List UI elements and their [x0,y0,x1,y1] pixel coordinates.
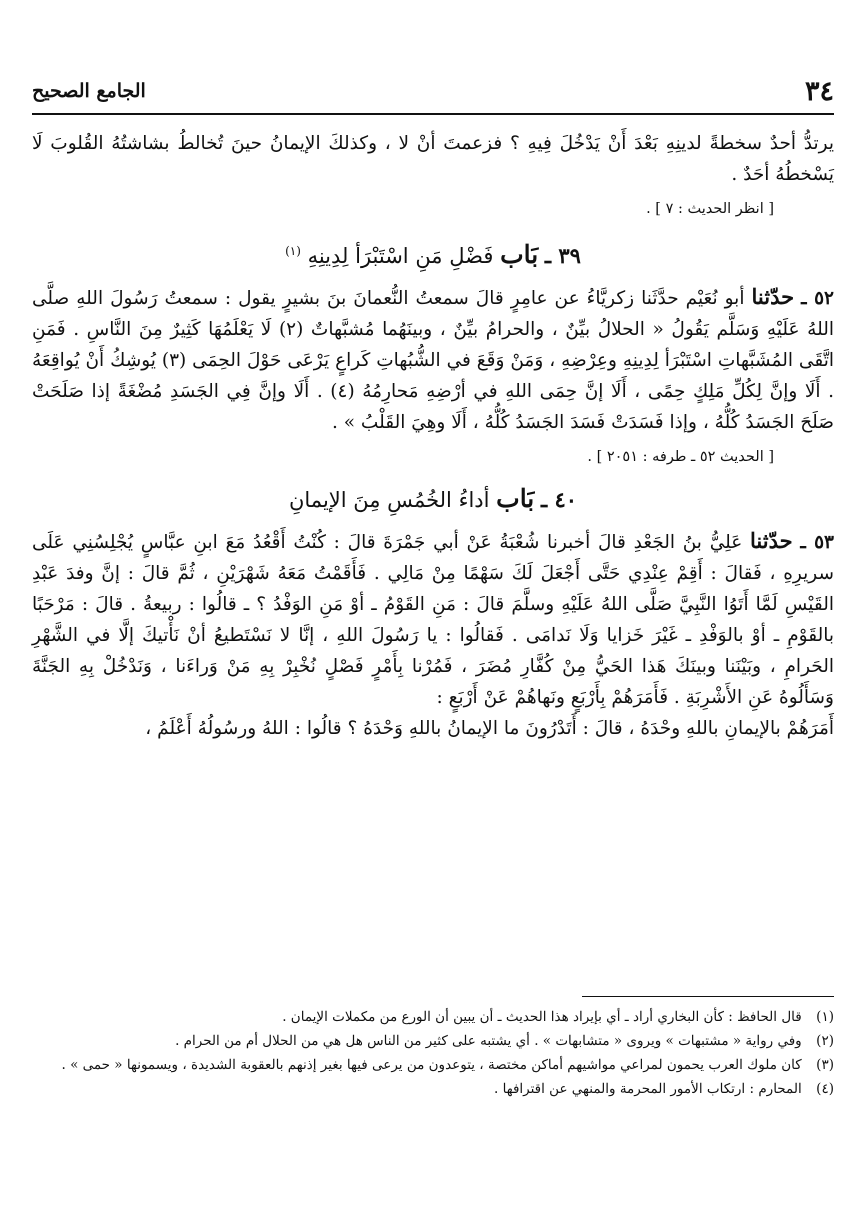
footnote-number: (٣) [816,1057,834,1073]
chapter-number: ٤٠ ـ [540,487,577,512]
footnote-number: (٤) [816,1081,834,1097]
footnote-item [32,1030,834,1052]
footnote-text: وفي رواية « مشتبهات » ويروى « متشابهات » . أي يشتبه على كثير من الناس هل هي من الحلال أم من الحرام . [175,1033,802,1049]
chapter-title: أداءُ الخُمُسِ مِنَ الإيمانِ [288,488,490,512]
footnote-item [32,1078,834,1100]
hadith-text: أبو نُعَيْم حدَّثَنا زكريَّاءُ عن عامِرٍ قالَ سمعتُ النُّعمانَ بنَ بشيرٍ يقول : سمعتُ رَسُولَ اللهِ صلَّى اللهُ عَلَيْهِ وَسَلَّم يَقُولُ « الحلالُ بيِّنٌ ، والحرامُ بيِّنٌ ، وبينَهُما مُشبَّهاتٌ (٢) لَا يَعْلَمُهَا كَثِيرٌ مِنَ النَّاسِ . فَمَنِ اتَّقَى المُشَبَّهاتِ اسْتَبْرَأ لِدِينِهِ وعِرْضِهِ ، وَمَنْ وَقَعَ في الشُّبُهاتِ كَراعٍ يَرْعَى حَوْلَ الحِمَى (٣) يُوشِكُ أَنْ يُواقِعَهُ . أَلَا وإنَّ لِكُلِّ مَلِكٍ حِمًى ، أَلَا إنَّ حِمَى اللهِ في أرْضِهِ مَحارِمُهُ (٤) . أَلَا وإنَّ فِي الجَسَدِ مُضْغَةً إذا صَلَحَتْ صَلَحَ الجَسَدُ كُلُّهُ ، وإذا فَسَدَتْ فَسَدَ الجَسَدُ كُلُّهُ ، أَلَا وهِيَ القَلْبُ » . [32,288,835,433]
hadith-53-continued: أَمَرَهُمْ بالإيمانِ باللهِ وحْدَهُ ، قالَ : أَتَدْرُونَ ما الإيمانُ باللهِ وَحْدَهُ ؟ قالُوا : اللهُ ورسُولُهُ أَعْلَمُ ، [145,718,834,739]
cross-reference: [ الحديث ٥٢ ـ طرفه : ٢٠٥١ ] . [587,449,774,465]
chapter-bab-label: بَاب [500,240,539,269]
footnote-item [32,1006,834,1028]
hadith-text: عَلِيُّ بنُ الجَعْدِ قالَ أخبرنا شُعْبَةُ عَنْ أبي جَمْرَةَ قالَ : كُنْتُ أَقْعُدُ مَعَ ابنِ عبَّاسٍ يُجْلِسُنِي عَلَى سريرِهِ ، فَقالَ : أَقِمْ عِنْدِي حَتَّى أَجْعَلَ لَكَ سَهْمًا مِنْ مَالِي . فَأَقَمْتُ مَعَهُ شَهْرَيْنِ ، ثُمَّ قالَ : إنَّ وفدَ عَبْدِ القَيْسِ لَمَّا أَتَوُا النَّبِيَّ صَلَّى اللهُ عَلَيْهِ وسلَّمَ قالَ : مَنِ القَوْمُ ـ أوْ مَنِ الوَفْدُ ؟ ـ قالُوا : ربيعةُ . قالَ : مَرْحَبًا بالقَوْمِ ـ أوْ بالوَفْدِ ـ غَيْرَ خَزايا وَلَا نَدامَى . فَقالُوا : يا رَسُولَ اللهِ ، إنَّا لا نَسْتَطيعُ أنْ نَأْتيكَ إلَّا في الشَّهْرِ الحَرامِ ، وبَيْنَنا وبينَكَ هَذا الحَيُّ مِنْ كُفَّارِ مُضَرَ ، فَمُرْنا بِأَمْرٍ فَصْلٍ نُخْبِرْ بِهِ مَنْ وَراءَنا ، وَنَدْخُلْ بِهِ الجَنَّةَ وَسَأَلُوهُ عَنِ الأَشْرِبَةِ . فَأَمَرَهُمْ بِأَرْبَعٍ ونَهاهُمْ عَنْ أَرْبَعٍ : [32,532,834,708]
footnote-text: المحارم : ارتكاب الأمور المحرمة والمنهي عن اقترافها . [494,1081,802,1097]
footnotes [32,1006,834,1102]
page-header [32,74,834,108]
footnote-number: (٢) [816,1033,834,1049]
page-number: ٣٤ [804,75,834,107]
hadith-number: ٥٣ ـ [800,532,834,553]
chapter-title: فَضْلِ مَنِ اسْتَبْرَأ لِدِينِهِ [307,244,494,268]
hadith-53 [32,525,834,713]
continued-paragraph: يرتدُّ أحدٌ سخطةً لدينِهِ بَعْدَ أَنْ يَدْخُلَ فِيهِ ؟ فزعمتَ أنْ لا ، وكذلكَ الإيمانُ حينَ تُخالطُ بشاشتُهُ القُلوبَ لَا يَسْخطُهُ أحَدٌ . [32,133,834,185]
footnote-text: قال الحافظ : كأن البخاري أراد ـ أي بإيراد هذا الحديث ـ أن يبين أن الورع من مكملات الإيمان . [282,1009,802,1025]
footnote-item [32,1054,834,1076]
haddathana-label: حدّثنا [751,284,795,309]
cross-reference: [ انظر الحديث : ٧ ] . [646,201,774,217]
hadith-52 [32,281,834,438]
chapter-heading-39 [32,234,834,273]
main-text [32,128,834,744]
header-divider [32,113,834,115]
running-title: الجامع الصحيح [32,80,146,102]
haddathana-label: حدّثنا [750,528,793,553]
footnote-text: كان ملوك العرب يحمون لمراعي مواشيهم أماكن مختصة ، يتوعدون من يرعى فيها بغير إذنهم بالعقوبة الشديدة ، ويسمونها « حمى » . [61,1057,802,1073]
chapter-heading-40 [32,482,834,517]
hadith-number: ٥٢ ـ [801,288,834,309]
chapter-bab-label: بَاب [496,484,535,513]
chapter-number: ٣٩ ـ [544,243,581,268]
footnote-marker: (١) [285,244,301,258]
footnote-number: (١) [816,1009,834,1025]
footnote-divider [582,996,834,997]
